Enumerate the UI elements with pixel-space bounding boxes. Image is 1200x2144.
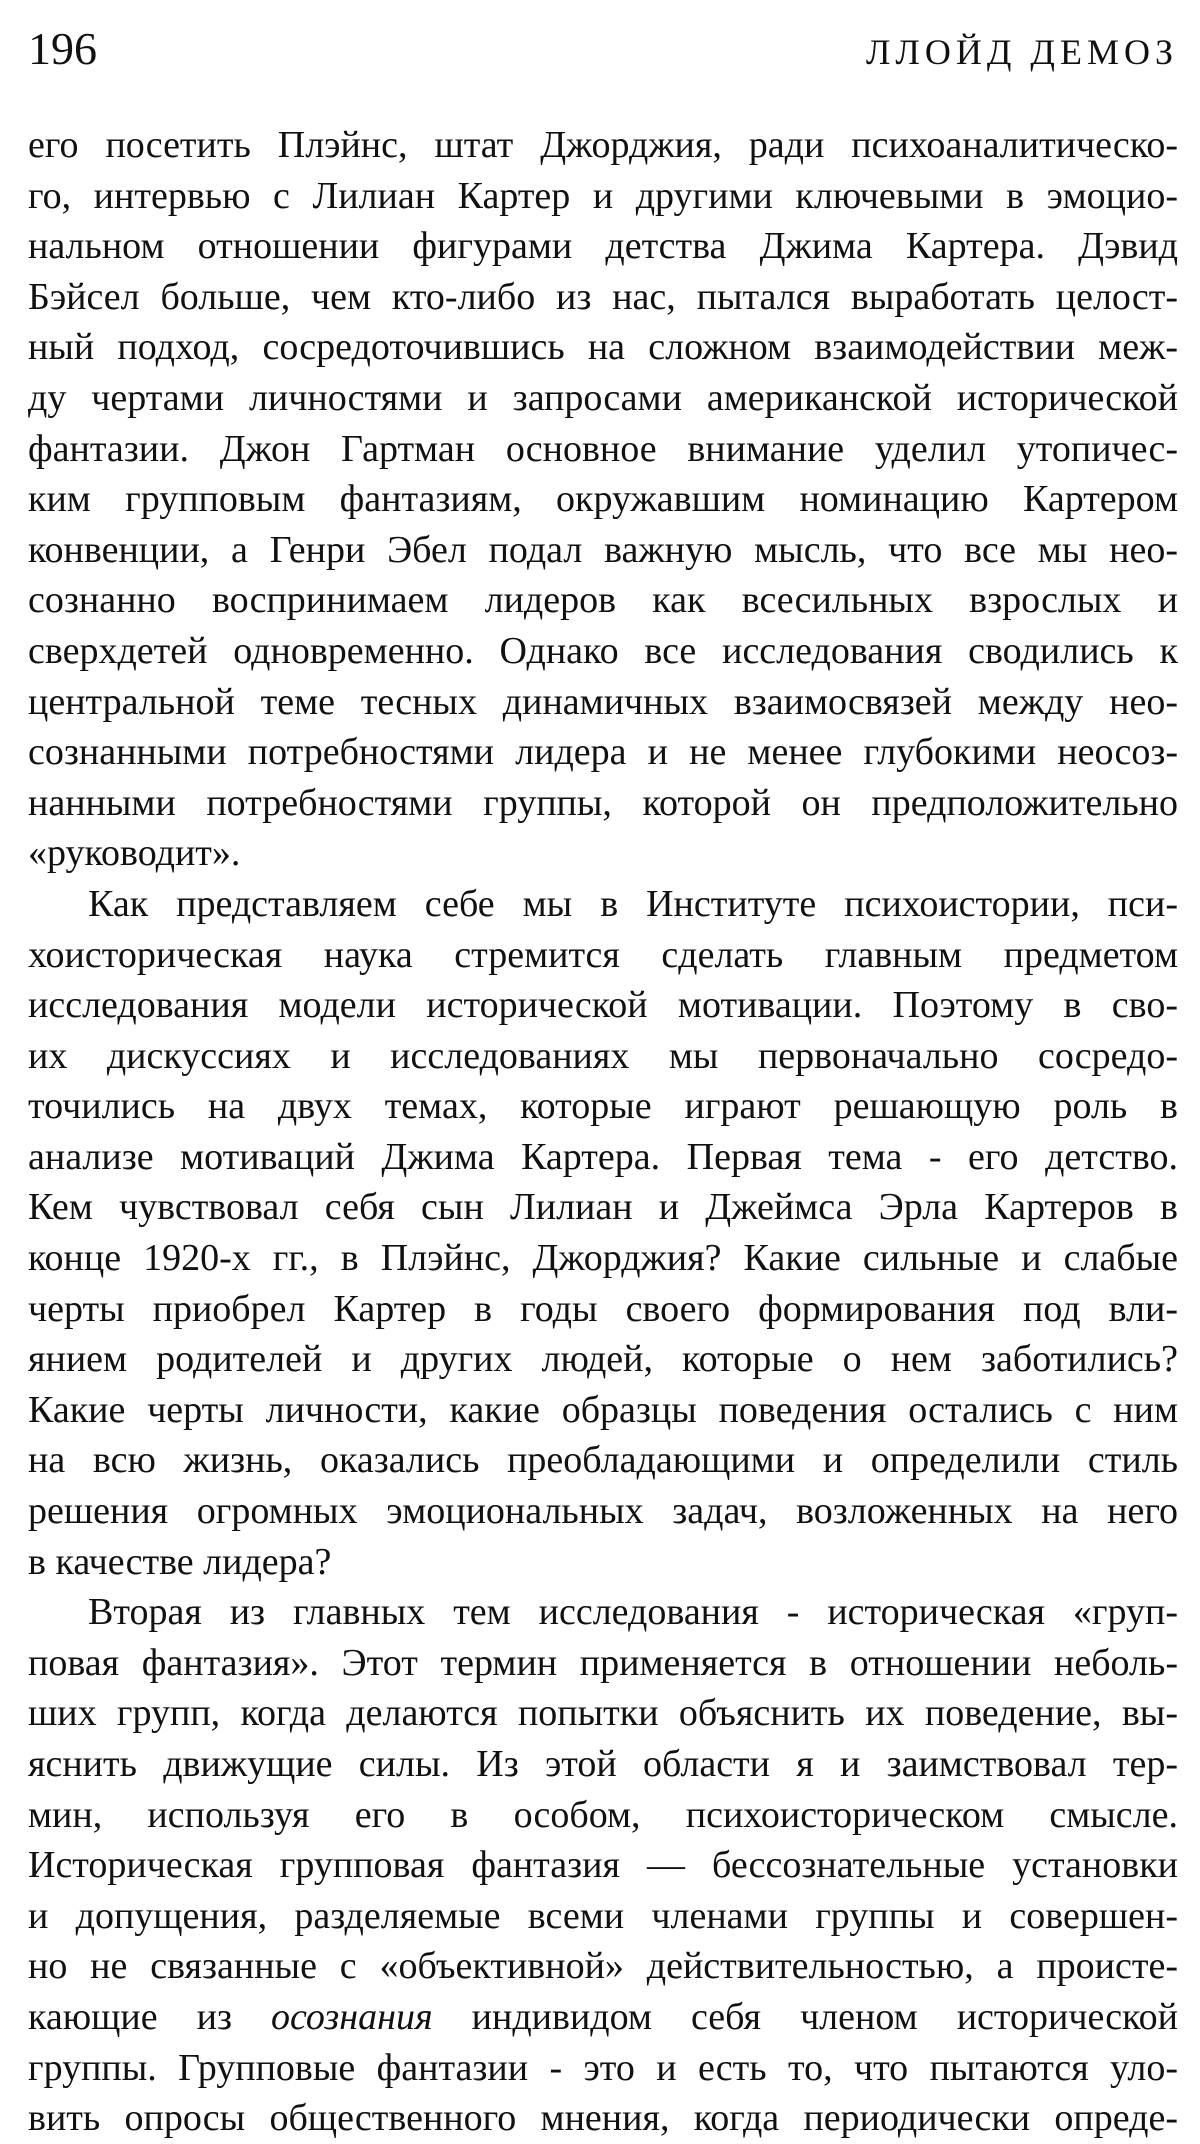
text-segment: индивидом себя членом исторической [432,1995,1178,2038]
book-page [28,22,1178,2140]
text-line: черты приобрел Картер в годы своего формирования под вли- [28,1287,1178,1330]
page-number: 196 [28,23,97,74]
text-line: но не связанные с «объективной» действительностью, а происте- [28,1945,1178,1988]
text-line: Бэйсел больше, чем кто-либо из нас, пытался выработать целост- [28,275,1178,318]
text-line: мин, используя его в особом, психоисторическом смысле. [28,1793,1178,1836]
text-line: решения огромных эмоциональных задач, возложенных на него [28,1490,1178,1533]
italic-term: осознания [271,1995,433,2038]
text-line: ный подход, сосредоточившись на сложном взаимодействии меж- [28,326,1178,369]
text-line: Как представляем себе мы в Институте психоистории, пси- [88,882,1178,925]
text-segment: кающие из [28,1995,272,2038]
text-line: «руководит». [28,832,241,875]
text-line: ду чертами личностями и запросами американской исторической [28,376,1178,419]
text-line: фантазии. Джон Гартман основное внимание уделил утопичес- [28,427,1178,470]
text-line: янием родителей и других людей, которые о нем заботились? [28,1338,1178,1381]
text-line: на всю жизнь, оказались преобладающими и определили стиль [28,1439,1178,1482]
text-line: повая фантазия». Этот термин применяется в отношении неболь- [28,1641,1178,1684]
text-line: Историческая групповая фантазия — бессознательные установки [28,1844,1178,1887]
text-line: исследования модели исторической мотивации. Поэтому в сво- [28,984,1178,1027]
text-line: ших групп, когда делаются попытки объяснить их поведение, вы- [28,1692,1178,1735]
running-title: ЛЛОЙД ДЕМОЗ [866,32,1178,72]
paragraph [28,120,1178,879]
paragraph [28,879,1178,1587]
text-line: центральной теме тесных динамичных взаимосвязей между нео- [28,680,1178,723]
text-line: точились на двух темах, которые играют решающую роль в [28,1085,1178,1128]
text-line: ким групповым фантазиям, окружавшим номинацию Картером [28,478,1178,521]
text-line: нальном отношении фигурами детства Джима Картера. Дэвид [28,225,1178,268]
text-line: и допущения, разделяемые всеми членами группы и совершен- [28,1894,1178,1937]
paragraph [28,1587,1178,2144]
text-line: сверхдетей одновременно. Однако все исследования сводились к [28,629,1178,672]
text-line: Вторая из главных тем исследования - историческая «груп- [88,1591,1178,1634]
body-text [28,120,1178,2144]
text-line: сознанно воспринимаем лидеров как всесильных взрослых и [28,579,1178,622]
text-line: их дискуссиях и исследованиях мы первоначально сосредо- [28,1034,1178,1077]
text-line: Какие черты личности, какие образцы поведения остались с ним [28,1388,1178,1431]
text-line: его посетить Плэйнс, штат Джорджия, ради психоаналитическо- [28,124,1178,166]
text-line: хоисторическая наука стремится сделать главным предметом [28,933,1178,976]
text-line: конвенции, а Генри Эбел подал важную мысль, что все мы нео- [28,528,1178,571]
text-line: сознанными потребностями лидера и не менее глубокими неосоз- [28,731,1178,774]
running-header [28,22,1178,92]
text-line: в качестве лидера? [28,1540,332,1583]
text-line [28,1992,1178,2043]
text-line: го, интервью с Лилиан Картер и другими ключевыми в эмоцио- [28,174,1178,217]
text-line: группы. Групповые фантазии - это и есть то, что пытаются уло- [28,2046,1178,2089]
text-line: Кем чувствовал себя сын Лилиан и Джеймса Эрла Картеров в [28,1186,1178,1229]
text-line: анализе мотиваций Джима Картера. Первая тема - его детство. [28,1135,1178,1178]
text-line: нанными потребностями группы, которой он предположительно [28,781,1178,824]
text-line: конце 1920-х гг., в Плэйнс, Джорджия? Какие сильные и слабые [28,1237,1178,1280]
text-line: вить опросы общественного мнения, когда периодически опреде- [28,2097,1178,2140]
text-line: яснить движущие силы. Из этой области я и заимствовал тер- [28,1743,1178,1785]
